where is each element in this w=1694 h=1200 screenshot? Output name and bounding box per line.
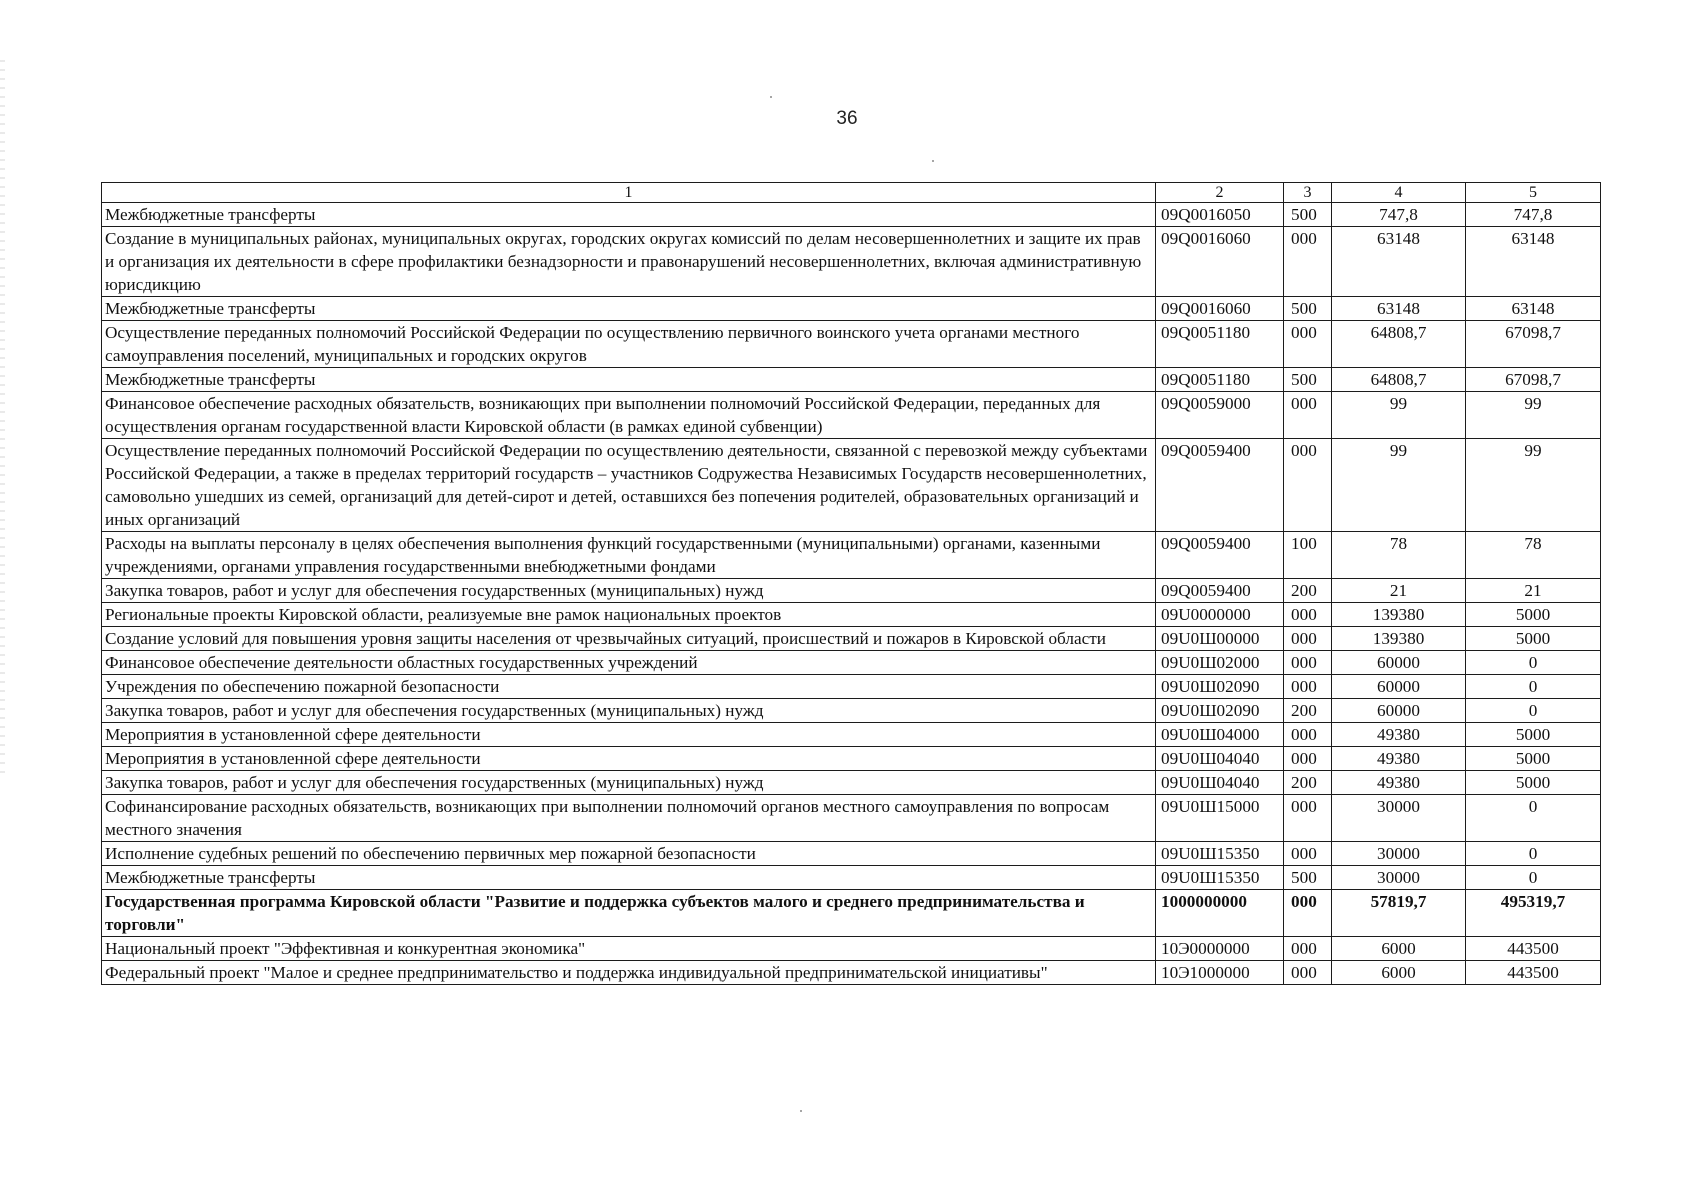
row-amount-col5-cell: 5000 [1466,747,1601,771]
row-code-cell: 09U0000000 [1156,603,1284,627]
row-amount-col4-cell: 78 [1332,532,1466,579]
row-name-cell: Расходы на выплаты персоналу в целях обеспечения выполнения функций государственными (муниципальными) органами, казенными учреждениями, органами управления государственными внебюджетными фондами [102,532,1156,579]
table-row [102,532,1601,579]
row-amount-col5-cell: 5000 [1466,627,1601,651]
row-code-cell: 09U0Ш15000 [1156,795,1284,842]
row-amount-col4-cell: 49380 [1332,723,1466,747]
row-expense-type-cell: 000 [1284,392,1332,439]
table-header-row [102,183,1601,203]
row-amount-col4-cell: 49380 [1332,771,1466,795]
row-amount-col4-cell: 63148 [1332,297,1466,321]
table-row [102,603,1601,627]
row-amount-col5-cell: 5000 [1466,723,1601,747]
row-amount-col4-cell: 49380 [1332,747,1466,771]
row-code-cell: 10Э1000000 [1156,961,1284,985]
row-amount-col5-cell: 5000 [1466,771,1601,795]
row-code-cell: 09U0Ш02000 [1156,651,1284,675]
row-amount-col5-cell: 5000 [1466,603,1601,627]
row-code-cell: 09Q0051180 [1156,321,1284,368]
row-expense-type-cell: 500 [1284,297,1332,321]
row-amount-col5-cell: 99 [1466,392,1601,439]
table-row [102,392,1601,439]
row-amount-col4-cell: 57819,7 [1332,890,1466,937]
row-expense-type-cell: 000 [1284,627,1332,651]
table-row [102,937,1601,961]
column-header: 1 [102,183,1156,203]
table-row [102,771,1601,795]
row-expense-type-cell: 000 [1284,651,1332,675]
row-name-cell: Межбюджетные трансферты [102,297,1156,321]
row-amount-col4-cell: 30000 [1332,795,1466,842]
row-expense-type-cell: 500 [1284,368,1332,392]
row-code-cell: 09Q0016050 [1156,203,1284,227]
row-amount-col5-cell: 63148 [1466,227,1601,297]
row-amount-col4-cell: 139380 [1332,603,1466,627]
row-code-cell: 09Q0051180 [1156,368,1284,392]
row-name-cell: Учреждения по обеспечению пожарной безопасности [102,675,1156,699]
table-row [102,890,1601,937]
row-name-cell: Мероприятия в установленной сфере деятельности [102,747,1156,771]
row-expense-type-cell: 000 [1284,723,1332,747]
table-row [102,627,1601,651]
table-row [102,961,1601,985]
row-amount-col5-cell: 443500 [1466,937,1601,961]
row-code-cell: 09Q0059400 [1156,532,1284,579]
table-row [102,297,1601,321]
row-code-cell: 09Q0016060 [1156,297,1284,321]
scan-speck [932,160,934,162]
row-name-cell: Осуществление переданных полномочий Российской Федерации по осуществлению первичного воинского учета органами местного самоуправления поселений, муниципальных и городских округов [102,321,1156,368]
row-expense-type-cell: 000 [1284,321,1332,368]
budget-table [101,182,1601,985]
row-name-cell: Региональные проекты Кировской области, реализуемые вне рамок национальных проектов [102,603,1156,627]
row-amount-col5-cell: 495319,7 [1466,890,1601,937]
row-name-cell: Межбюджетные трансферты [102,866,1156,890]
row-expense-type-cell: 000 [1284,842,1332,866]
row-amount-col5-cell: 443500 [1466,961,1601,985]
table-row [102,723,1601,747]
row-code-cell: 09U0Ш02090 [1156,675,1284,699]
row-name-cell: Закупка товаров, работ и услуг для обеспечения государственных (муниципальных) нужд [102,699,1156,723]
row-code-cell: 09U0Ш02090 [1156,699,1284,723]
row-name-cell: Закупка товаров, работ и услуг для обеспечения государственных (муниципальных) нужд [102,579,1156,603]
row-expense-type-cell: 000 [1284,439,1332,532]
row-expense-type-cell: 000 [1284,937,1332,961]
row-name-cell: Исполнение судебных решений по обеспечению первичных мер пожарной безопасности [102,842,1156,866]
row-amount-col4-cell: 21 [1332,579,1466,603]
row-name-cell: Межбюджетные трансферты [102,368,1156,392]
table-row [102,321,1601,368]
row-amount-col4-cell: 30000 [1332,866,1466,890]
table-row [102,747,1601,771]
scan-speck [800,1110,802,1112]
row-name-cell: Межбюджетные трансферты [102,203,1156,227]
table-row [102,227,1601,297]
table-row [102,842,1601,866]
table-row [102,795,1601,842]
column-header: 4 [1332,183,1466,203]
row-expense-type-cell: 000 [1284,961,1332,985]
column-header: 5 [1466,183,1601,203]
row-expense-type-cell: 000 [1284,675,1332,699]
row-expense-type-cell: 000 [1284,603,1332,627]
row-code-cell: 09U0Ш15350 [1156,842,1284,866]
row-amount-col5-cell: 0 [1466,651,1601,675]
row-name-cell: Софинансирование расходных обязательств, возникающих при выполнении полномочий органов местного самоуправления по вопросам местного значения [102,795,1156,842]
row-amount-col5-cell: 78 [1466,532,1601,579]
row-expense-type-cell: 000 [1284,795,1332,842]
row-code-cell: 09U0Ш15350 [1156,866,1284,890]
row-expense-type-cell: 200 [1284,771,1332,795]
table-row [102,651,1601,675]
row-name-cell: Создание условий для повышения уровня защиты населения от чрезвычайных ситуаций, происшествий и пожаров в Кировской области [102,627,1156,651]
row-amount-col5-cell: 67098,7 [1466,321,1601,368]
row-amount-col5-cell: 747,8 [1466,203,1601,227]
row-name-cell: Федеральный проект "Малое и среднее предпринимательство и поддержка индивидуальной предпринимательской инициативы" [102,961,1156,985]
row-amount-col4-cell: 99 [1332,392,1466,439]
row-amount-col5-cell: 0 [1466,866,1601,890]
row-amount-col5-cell: 21 [1466,579,1601,603]
row-amount-col5-cell: 0 [1466,699,1601,723]
row-amount-col4-cell: 64808,7 [1332,321,1466,368]
row-amount-col4-cell: 139380 [1332,627,1466,651]
row-code-cell: 10Э0000000 [1156,937,1284,961]
row-name-cell: Финансовое обеспечение расходных обязательств, возникающих при выполнении полномочий Российской Федерации, переданных для осуществления органам государственной власти Кировской области (в рамках единой субвенции) [102,392,1156,439]
row-name-cell: Государственная программа Кировской области "Развитие и поддержка субъектов малого и среднего предпринимательства и торговли" [102,890,1156,937]
row-name-cell: Мероприятия в установленной сфере деятельности [102,723,1156,747]
row-expense-type-cell: 100 [1284,532,1332,579]
scan-speck [770,96,772,98]
row-amount-col5-cell: 0 [1466,795,1601,842]
row-name-cell: Осуществление переданных полномочий Российской Федерации по осуществлению деятельности, связанной с перевозкой между субъектами Российской Федерации, а также в пределах территорий государств – участников Содружества Независимых Государств несовершеннолетних, самовольно ушедших из семей, организаций для детей-сирот и детей, оставшихся без попечения родителей, образовательных организаций и иных организаций [102,439,1156,532]
row-code-cell: 09Q0059400 [1156,439,1284,532]
table-row [102,866,1601,890]
row-amount-col5-cell: 63148 [1466,297,1601,321]
row-code-cell: 09Q0016060 [1156,227,1284,297]
row-amount-col4-cell: 60000 [1332,675,1466,699]
row-name-cell: Создание в муниципальных районах, муниципальных округах, городских округах комиссий по делам несовершеннолетних и защите их прав и организация их деятельности в сфере профилактики безнадзорности и правонарушений несовершеннолетних, включая административную юрисдикцию [102,227,1156,297]
row-amount-col4-cell: 60000 [1332,651,1466,675]
row-amount-col4-cell: 30000 [1332,842,1466,866]
row-expense-type-cell: 500 [1284,866,1332,890]
table-row [102,699,1601,723]
row-code-cell: 09U0Ш00000 [1156,627,1284,651]
column-header: 2 [1156,183,1284,203]
row-code-cell: 09U0Ш04040 [1156,747,1284,771]
row-expense-type-cell: 200 [1284,699,1332,723]
row-amount-col4-cell: 6000 [1332,937,1466,961]
row-code-cell: 09U0Ш04040 [1156,771,1284,795]
row-expense-type-cell: 000 [1284,890,1332,937]
table-row [102,203,1601,227]
column-header: 3 [1284,183,1332,203]
row-expense-type-cell: 000 [1284,227,1332,297]
row-code-cell: 09Q0059000 [1156,392,1284,439]
page-number: 36 [836,108,858,129]
table-row [102,675,1601,699]
row-expense-type-cell: 200 [1284,579,1332,603]
row-code-cell: 1000000000 [1156,890,1284,937]
row-name-cell: Национальный проект "Эффективная и конкурентная экономика" [102,937,1156,961]
row-expense-type-cell: 000 [1284,747,1332,771]
row-code-cell: 09Q0059400 [1156,579,1284,603]
scan-edge-artifact [0,60,5,780]
table-row [102,579,1601,603]
table-row [102,439,1601,532]
row-amount-col5-cell: 0 [1466,842,1601,866]
row-name-cell: Закупка товаров, работ и услуг для обеспечения государственных (муниципальных) нужд [102,771,1156,795]
row-amount-col5-cell: 99 [1466,439,1601,532]
row-amount-col5-cell: 67098,7 [1466,368,1601,392]
row-amount-col4-cell: 64808,7 [1332,368,1466,392]
table-row [102,368,1601,392]
row-amount-col4-cell: 63148 [1332,227,1466,297]
row-amount-col4-cell: 6000 [1332,961,1466,985]
row-code-cell: 09U0Ш04000 [1156,723,1284,747]
row-name-cell: Финансовое обеспечение деятельности областных государственных учреждений [102,651,1156,675]
row-expense-type-cell: 500 [1284,203,1332,227]
row-amount-col5-cell: 0 [1466,675,1601,699]
row-amount-col4-cell: 747,8 [1332,203,1466,227]
row-amount-col4-cell: 60000 [1332,699,1466,723]
row-amount-col4-cell: 99 [1332,439,1466,532]
